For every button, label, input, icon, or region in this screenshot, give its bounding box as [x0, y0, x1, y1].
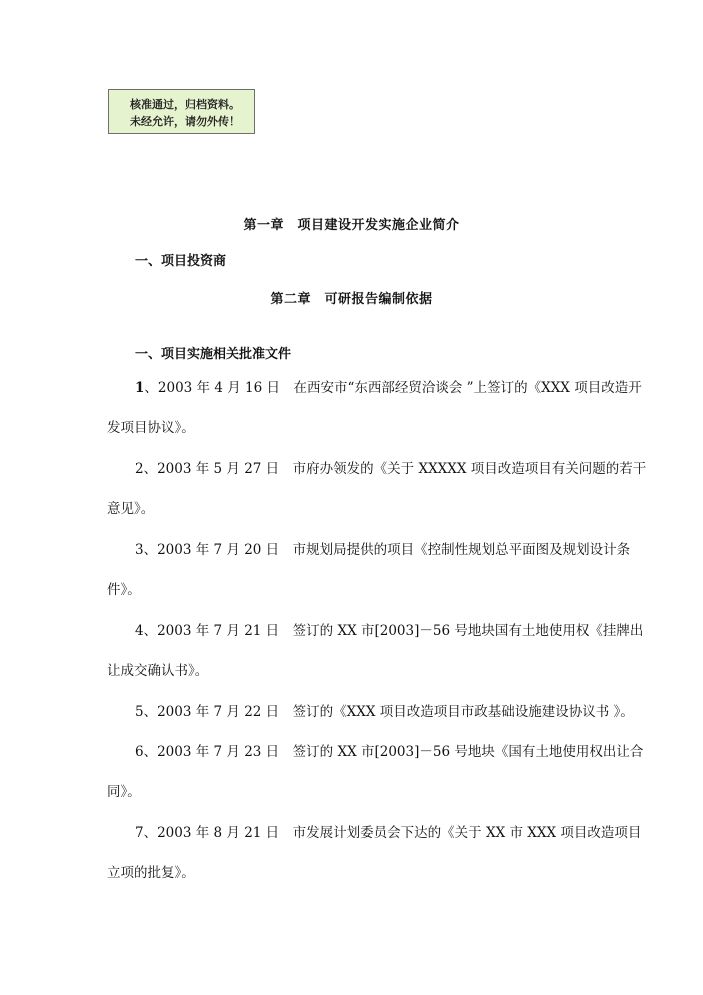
chapter-1-title: 第一章 项目建设开发实施企业简介 — [243, 218, 460, 233]
item-number: 1 — [135, 380, 145, 396]
item-text: 、2003 年 4 月 16 日 在西安市“东西部经贸洽谈会 ”上签订的《XXX 项目改造开发项目协议》。 — [107, 380, 642, 436]
list-item-6 — [107, 732, 647, 812]
list-item-7 — [107, 813, 647, 893]
item-text: 、2003 年 7 月 22 日 签订的《XXX 项目改造项目市政基础设施建设协议书 》。 — [143, 704, 634, 720]
list-item-3 — [107, 530, 647, 610]
list-item-2 — [107, 449, 647, 529]
item-text: 、2003 年 7 月 20 日 市规划局提供的项目《控制性规划总平面图及规划设计条件》。 — [107, 542, 631, 598]
item-number: 2 — [135, 461, 144, 477]
item-number: 7 — [135, 825, 144, 841]
item-number: 3 — [135, 542, 144, 558]
stamp-line-1: 核准通过，归档资料。 — [130, 98, 240, 111]
item-text: 、2003 年 7 月 23 日 签订的 XX 市[2003]－56 号地块《国有土地使用权出让合同》。 — [107, 744, 644, 800]
list-item-5 — [107, 692, 647, 732]
list-item-1 — [107, 368, 647, 448]
section-2-title: 一、项目实施相关批准文件 — [135, 347, 292, 362]
item-text: 、2003 年 7 月 21 日 签订的 XX 市[2003]－56 号地块国有土地使用权《挂牌出让成交确认书》。 — [107, 623, 644, 679]
stamp-line-2: 未经允许，请勿外传！ — [130, 115, 240, 128]
item-number: 6 — [135, 744, 144, 760]
item-number: 5 — [135, 704, 144, 720]
list-item-4 — [107, 611, 647, 691]
chapter-2-title: 第二章 可研报告编制依据 — [270, 292, 433, 307]
item-text: 、2003 年 5 月 27 日 市府办领发的《关于 XXXXX 项目改造项目有关问题的若干意见》。 — [107, 461, 647, 517]
section-1-title: 一、项目投资商 — [135, 254, 227, 269]
item-number: 4 — [135, 623, 144, 639]
item-text: 、2003 年 8 月 21 日 市发展计划委员会下达的《关于 XX 市 XXX 项目改造项目立项的批复》。 — [107, 825, 642, 881]
approval-stamp — [108, 89, 255, 134]
